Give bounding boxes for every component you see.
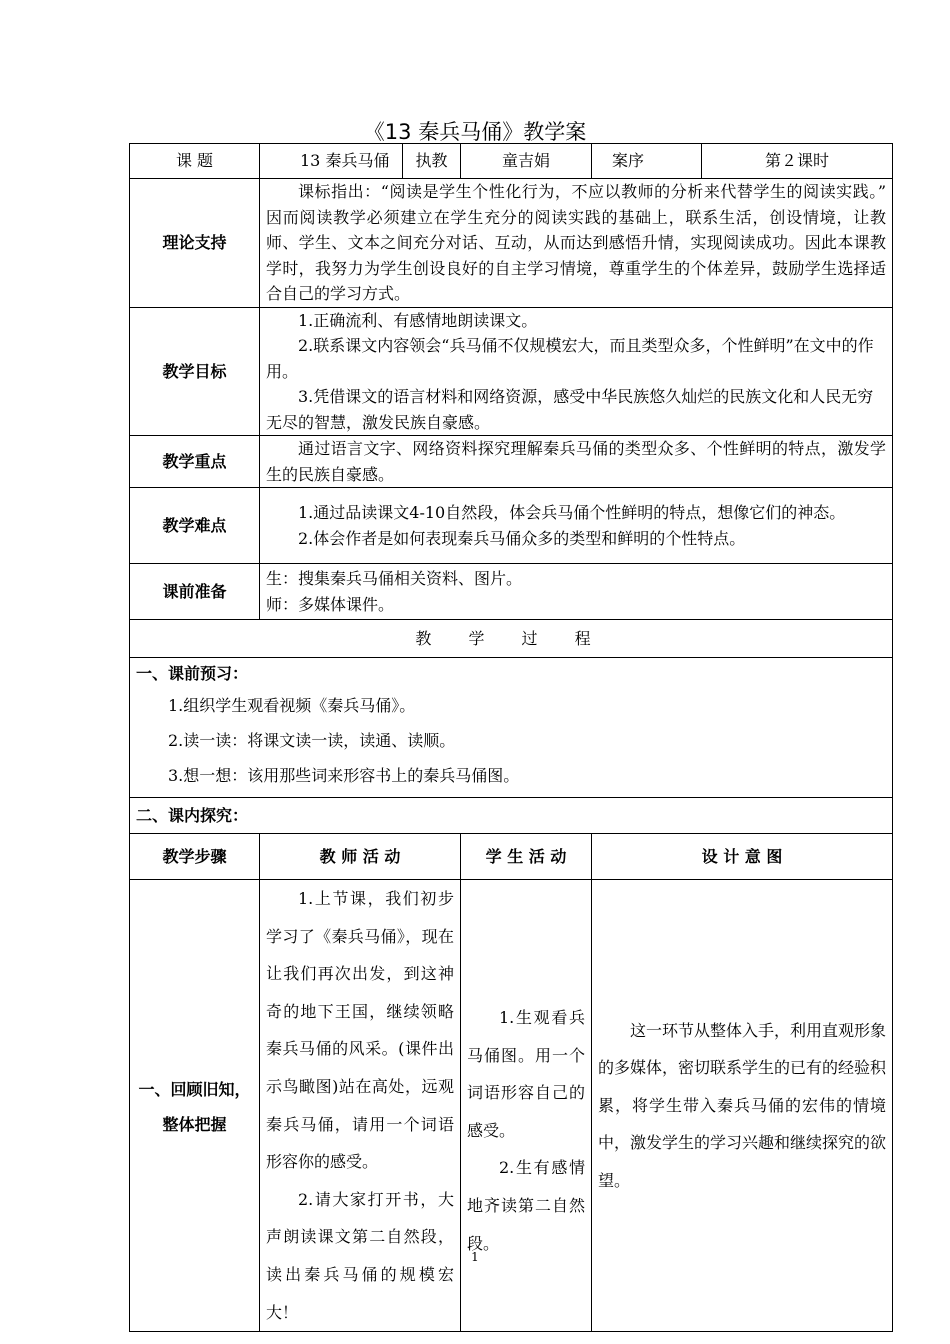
preview-item: 3.想一想：该用那些词来形容书上的秦兵马俑图。 xyxy=(168,766,520,785)
focus-row xyxy=(130,436,893,488)
preview-item: 2.读一读：将课文读一读，读通、读顺。 xyxy=(168,731,456,750)
preview-item: 1.组织学生观看视频《秦兵马俑》。 xyxy=(168,696,416,715)
col-header-teacher: 教 师 活 动 xyxy=(260,834,461,880)
step-name: 一、回顾旧知，整体把握 xyxy=(138,1079,251,1134)
difficulty-item: 2.体会作者是如何表现秦兵马俑众多的类型和鲜明的个性特点。 xyxy=(298,528,746,548)
sequence-value: 第２课时 xyxy=(702,144,893,179)
subject-value: 13 秦兵马俑 xyxy=(260,144,403,179)
header-row xyxy=(130,144,893,179)
teacher-value: 童吉娟 xyxy=(461,144,592,179)
sequence-label: 案序 xyxy=(592,144,702,179)
teacher-activity-item: 1.上节课，我们初步学习了《秦兵马俑》，现在让我们再次出发，到这神奇的地下王国，继续领略秦兵马俑的风采。(课件出示鸟瞰图)站在高处，远观秦兵马俑，请用一个词语形容你的感受。 xyxy=(266,889,454,1172)
theory-text: 课标指出：“阅读是学生个性化行为，不应以教师的分析来代替学生的阅读实践。” 因而阅读教学必须建立在学生充分的阅读实践的基础上，联系生活，创设情境，让教师、学生、文本之间充分对话、互动，从而达到感悟升情，实现阅读成功。因此本课教学时，我努力为学生创设良好的自主学习情境，尊重学生的个体差异，鼓励学生选择适合自己的学习方式。 xyxy=(260,179,893,308)
goal-item: 2.联系课文内容领会“兵马俑不仅规模宏大，而且类型众多，个性鲜明”在文中的作用。 xyxy=(266,336,874,381)
difficulty-cell xyxy=(260,488,893,564)
page-number: 1 xyxy=(471,1250,479,1264)
focus-text: 通过语言文字、网络资料探究理解秦兵马俑的类型众多、个性鲜明的特点，激发学生的民族自豪感。 xyxy=(260,436,893,488)
theory-label: 理论支持 xyxy=(130,179,260,308)
theory-row xyxy=(130,179,893,308)
preview-row xyxy=(130,658,893,798)
goals-row xyxy=(130,307,893,436)
goal-item: 1.正确流利、有感情地朗读课文。 xyxy=(298,310,538,330)
goals-cell xyxy=(260,307,893,436)
goal-item: 3.凭借课文的语言材料和网络资源，感受中华民族悠久灿烂的民族文化和人民无穷无尽的智慧，激发民族自豪感。 xyxy=(266,387,874,432)
inclass-title: 二、课内探究： xyxy=(130,798,893,834)
prep-label: 课前准备 xyxy=(130,564,260,620)
inclass-header-row xyxy=(130,834,893,880)
prep-row xyxy=(130,564,893,620)
process-title-row xyxy=(130,620,893,658)
lesson-plan-table xyxy=(129,143,893,1332)
difficulty-row xyxy=(130,488,893,564)
student-activity-item: 1.生观看兵马俑图。用一个词语形容自己的感受。 xyxy=(467,1007,586,1140)
process-title: 教 学 过 程 xyxy=(130,620,893,658)
teacher-label: 执教 xyxy=(403,144,461,179)
inclass-title-row xyxy=(130,798,893,834)
col-header-step: 教学步骤 xyxy=(130,834,260,880)
col-header-student: 学 生 活 动 xyxy=(461,834,592,880)
goals-label: 教学目标 xyxy=(130,307,260,436)
prep-item: 师：多媒体课件。 xyxy=(266,594,395,614)
prep-cell xyxy=(260,564,893,620)
prep-item: 生：搜集秦兵马俑相关资料、图片。 xyxy=(266,569,523,588)
difficulty-label: 教学难点 xyxy=(130,488,260,564)
col-header-intent: 设 计 意 图 xyxy=(592,834,893,880)
preview-title: 一、课前预习： xyxy=(136,664,249,683)
page-title: 《13 秦兵马俑》教学案 xyxy=(363,120,587,144)
preview-cell xyxy=(130,658,893,798)
difficulty-item: 1.通过品读课文4-10自然段，体会兵马俑个性鲜明的特点，想像它们的神态。 xyxy=(298,503,846,522)
intent-text: 这一环节从整体入手，利用直观形象的多媒体，密切联系学生的已有的经验积累，将学生带入秦兵马俑的宏伟的情境中，激发学生的学习兴趣和继续探究的欲望。 xyxy=(598,1020,887,1190)
teacher-activity-item: 2.请大家打开书，大声朗读课文第二自然段，读出秦兵马俑的规模宏大！ xyxy=(266,1189,454,1322)
subject-label: 课 题 xyxy=(130,144,260,179)
student-activity-item: 2.生有感情地齐读第二自然段。 xyxy=(467,1158,586,1253)
focus-label: 教学重点 xyxy=(130,436,260,488)
